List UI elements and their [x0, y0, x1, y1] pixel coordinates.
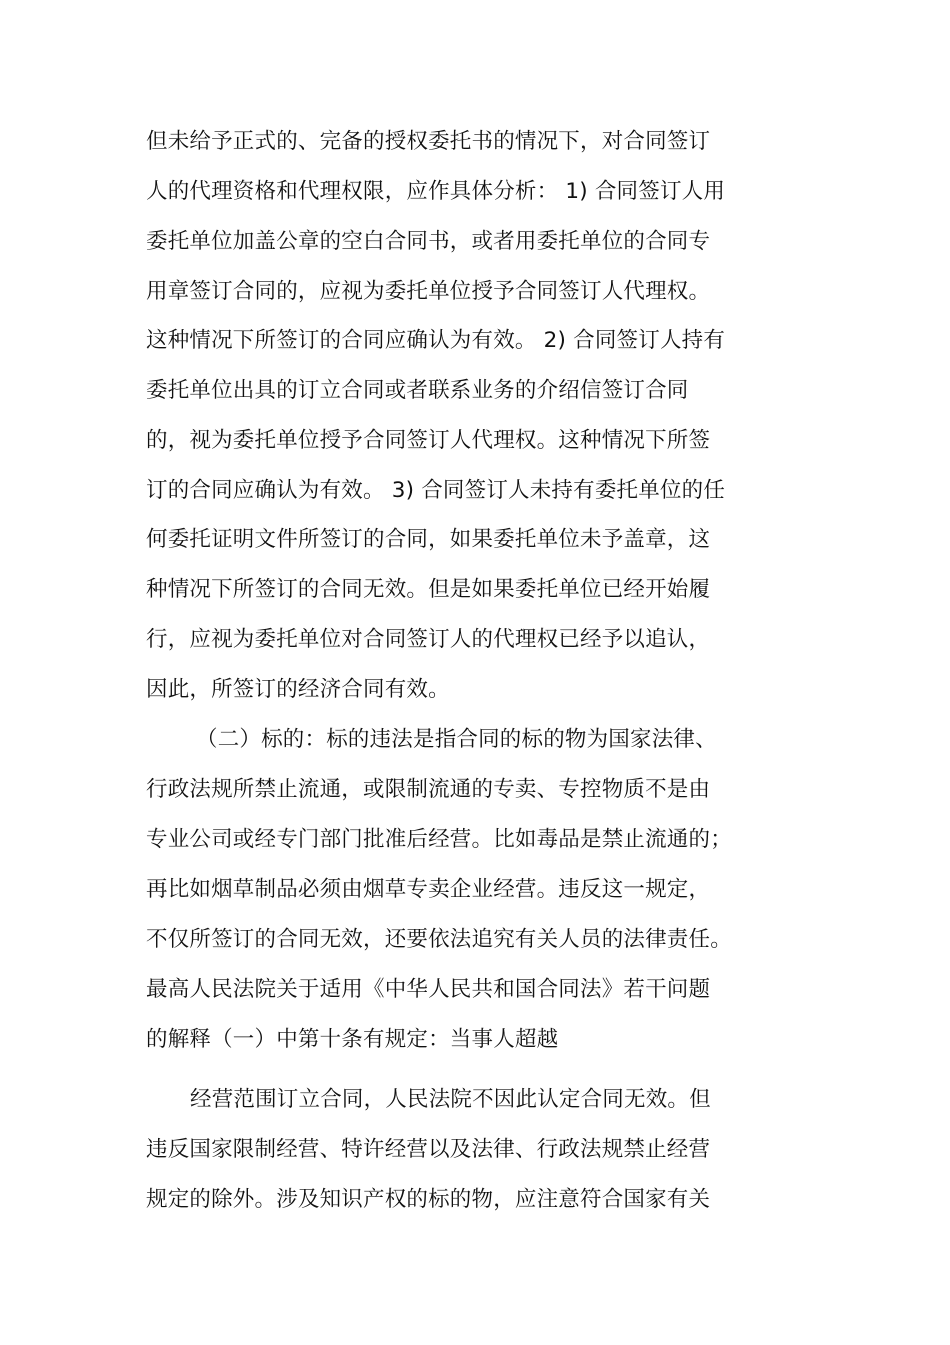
- text-line-17: 不仅所签订的合同无效，还要依法追究有关人员的法律责任。: [146, 927, 732, 952]
- text-line-15: 专业公司或经专门部门批准后经营。比如毒品是禁止流通的；: [146, 827, 732, 852]
- text-line-10: 种情况下所签订的合同无效。但是如果委托单位已经开始履: [146, 577, 711, 602]
- text-line-9: 何委托证明文件所签订的合同，如果委托单位未予盖章，这: [146, 527, 711, 552]
- text-line-14: 行政法规所禁止流通，或限制流通的专卖、专控物质不是由: [146, 777, 711, 802]
- text-line-3: 委托单位加盖公章的空白合同书，或者用委托单位的合同专: [146, 229, 711, 254]
- text-line-19: 的解释（一）中第十条有规定：当事人超越: [146, 1027, 559, 1052]
- text-line-21: 违反国家限制经营、特许经营以及法律、行政法规禁止经营: [146, 1137, 711, 1162]
- text-line-2: 人的代理资格和代理权限，应作具体分析： 1) 合同签订人用: [146, 179, 726, 204]
- text-line-5: 这种情况下所签订的合同应确认为有效。 2) 合同签订人持有: [146, 328, 726, 353]
- text-line-16: 再比如烟草制品必须由烟草专卖企业经营。违反这一规定，: [146, 877, 711, 902]
- text-line-22: 规定的除外。涉及知识产权的标的物，应注意符合国家有关: [146, 1187, 711, 1212]
- text-line-18: 最高人民法院关于适用《中华人民共和国合同法》若干问题: [146, 977, 711, 1002]
- text-line-8: 订的合同应确认为有效。 3) 合同签订人未持有委托单位的任: [146, 478, 726, 503]
- text-line-7: 的，视为委托单位授予合同签订人代理权。这种情况下所签: [146, 428, 711, 453]
- text-line-13: （二）标的：标的违法是指合同的标的物为国家法律、: [196, 727, 717, 752]
- text-line-12: 因此，所签订的经济合同有效。: [146, 677, 450, 702]
- text-line-6: 委托单位出具的订立合同或者联系业务的介绍信签订合同: [146, 378, 689, 403]
- text-line-1: 但未给予正式的、完备的授权委托书的情况下，对合同签订: [146, 129, 711, 154]
- text-line-20: 经营范围订立合同，人民法院不因此认定合同无效。但: [190, 1087, 711, 1112]
- text-line-4: 用章签订合同的，应视为委托单位授予合同签订人代理权。: [146, 279, 711, 304]
- text-line-11: 行，应视为委托单位对合同签订人的代理权已经予以追认，: [146, 627, 711, 652]
